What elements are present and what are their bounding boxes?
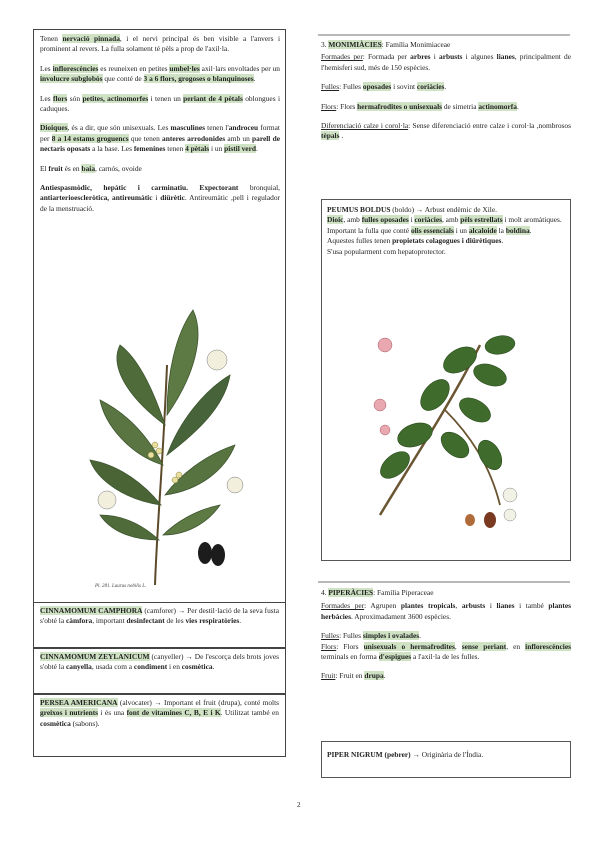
zeylanicum-box: CINNAMOMUM ZEYLANICUM (canyeller) → De l'escorça dels brots joves s'obté la canyella, usada com a condiment i en cosmètica. [33,648,286,694]
section-4-rule [318,581,570,583]
peumus-dioic: Dioic, amb fulles oposades i coriàcies, amb pèls estrellats i molt aromàtiques. [327,215,562,225]
section-4-fruit: Fruit: Fruit en drupa. [321,671,386,681]
camphora-box: CINNAMOMUM CAMPHORA (camforer) → Per destil·lació de la seva fusta s'obté la càmfora, important desinfectant de les vies respiratòries. [33,602,286,648]
peumus-boldus-illustration [360,315,530,540]
piper-nigrum-box: PIPER NIGRUM (pebrer) → Originària de l'Índia. [321,741,571,778]
illustration-caption: Pl. 281. Laurus nobilis L. [95,584,147,589]
section-3-formades: Formades per: Formada per arbres i arbusts i algunes lianes, principalment de l'hemisferi sud, més de 150 espècies. [321,52,571,72]
inflorescence-description: Les inflorescències es reuneixen en petites umbel·les axil·lars envoltades per un involucre subglobós que conté de 3 a 6 flors, grogoses o blanquinoses. [40,63,280,84]
persea-box: PERSEA AMERICANA (alvocater) → Important el fruit (drupa), conté molts greixos i nutrients i és una font de vitamines C, B, E i K. Utilitzat també en cosmètica (sabons). [33,694,286,757]
flower-description: Les flors són petites, actinomorfes i tenen un periant de 4 pètals oblongues i caduques. [40,93,280,114]
section-4-formades: Formades per: Agrupen plantes tropicals, arbusts i lianes i també plantes herbàcies. Aproximadament 3600 espècies. [321,601,571,621]
peumus-propietats: Aquestes fulles tenen propietats colagogues i diürètiques. [327,236,504,246]
section-4 [321,588,571,691]
section-3-flors: Flors: Flors hermafrodites o unisexuals de simetria actinomorfa. [321,101,519,111]
leaf-description: Tenen nervació pinnada, i el nervi principal és ben visible a l'anvers i prominent al revers. La fulla solament té pèls a prop de l'axil·la. [40,34,280,54]
page-number: 2 [297,801,301,809]
section-4-fulles-flors: Fulles: Fulles simples i ovalades. Flors: Flors unisexuals o hermafrodites, sense periant, en inflorescències terminals en forma d'espigues a l'axil·la de les fulles. [321,631,571,662]
section-3 [321,40,571,151]
laurus-nobilis-illustration [85,305,250,595]
section-3-rule [318,34,570,36]
dioecious-description: Dioiques, és a dir, que són unisexuals. Les masculines tenen l'androceu format per 8 a 14 estams groguencs que tenen anteres arrodonides amb un parell de nectaris oposats a la base. Les femenines tenen 4 pètals i un pistil verd. [40,123,280,154]
section-3-title: 3. MONIMIÀCIES: Família Monimiaceae [321,40,451,49]
section-3-fulles: Fulles: Fulles oposades i sovint coriàcies. [321,82,447,92]
left-text-block [40,34,280,223]
peumus-title: PEUMUS BOLDUS (boldo) → Arbust endèmic de Xile. [327,205,497,214]
section-4-title: 4. PIPERÀCIES: Família Piperaceae [321,588,434,597]
section-3-diferenciacio: Diferenciació calze i corol·la: Sense diferenciació entre calze i corol·la ,nombrosos tèpals . [321,121,571,141]
properties-description: Antiespasmòdic, hepàtic i carminatiu. Expectorant bronquial, antiarterioescleròtica, antireumàtic i diürètic. Antireumàtic ,pell i regulador de la menstruació. [40,183,280,213]
peumus-hepatoprotector: S'usa popularment com hepatoprotector. [327,246,446,256]
fruit-description: El fruit és en baia, carnós, ovoide [40,163,142,173]
peumus-fulla: Important la fulla que conté olis essencials i un alcaloide la boldina. [327,225,532,235]
